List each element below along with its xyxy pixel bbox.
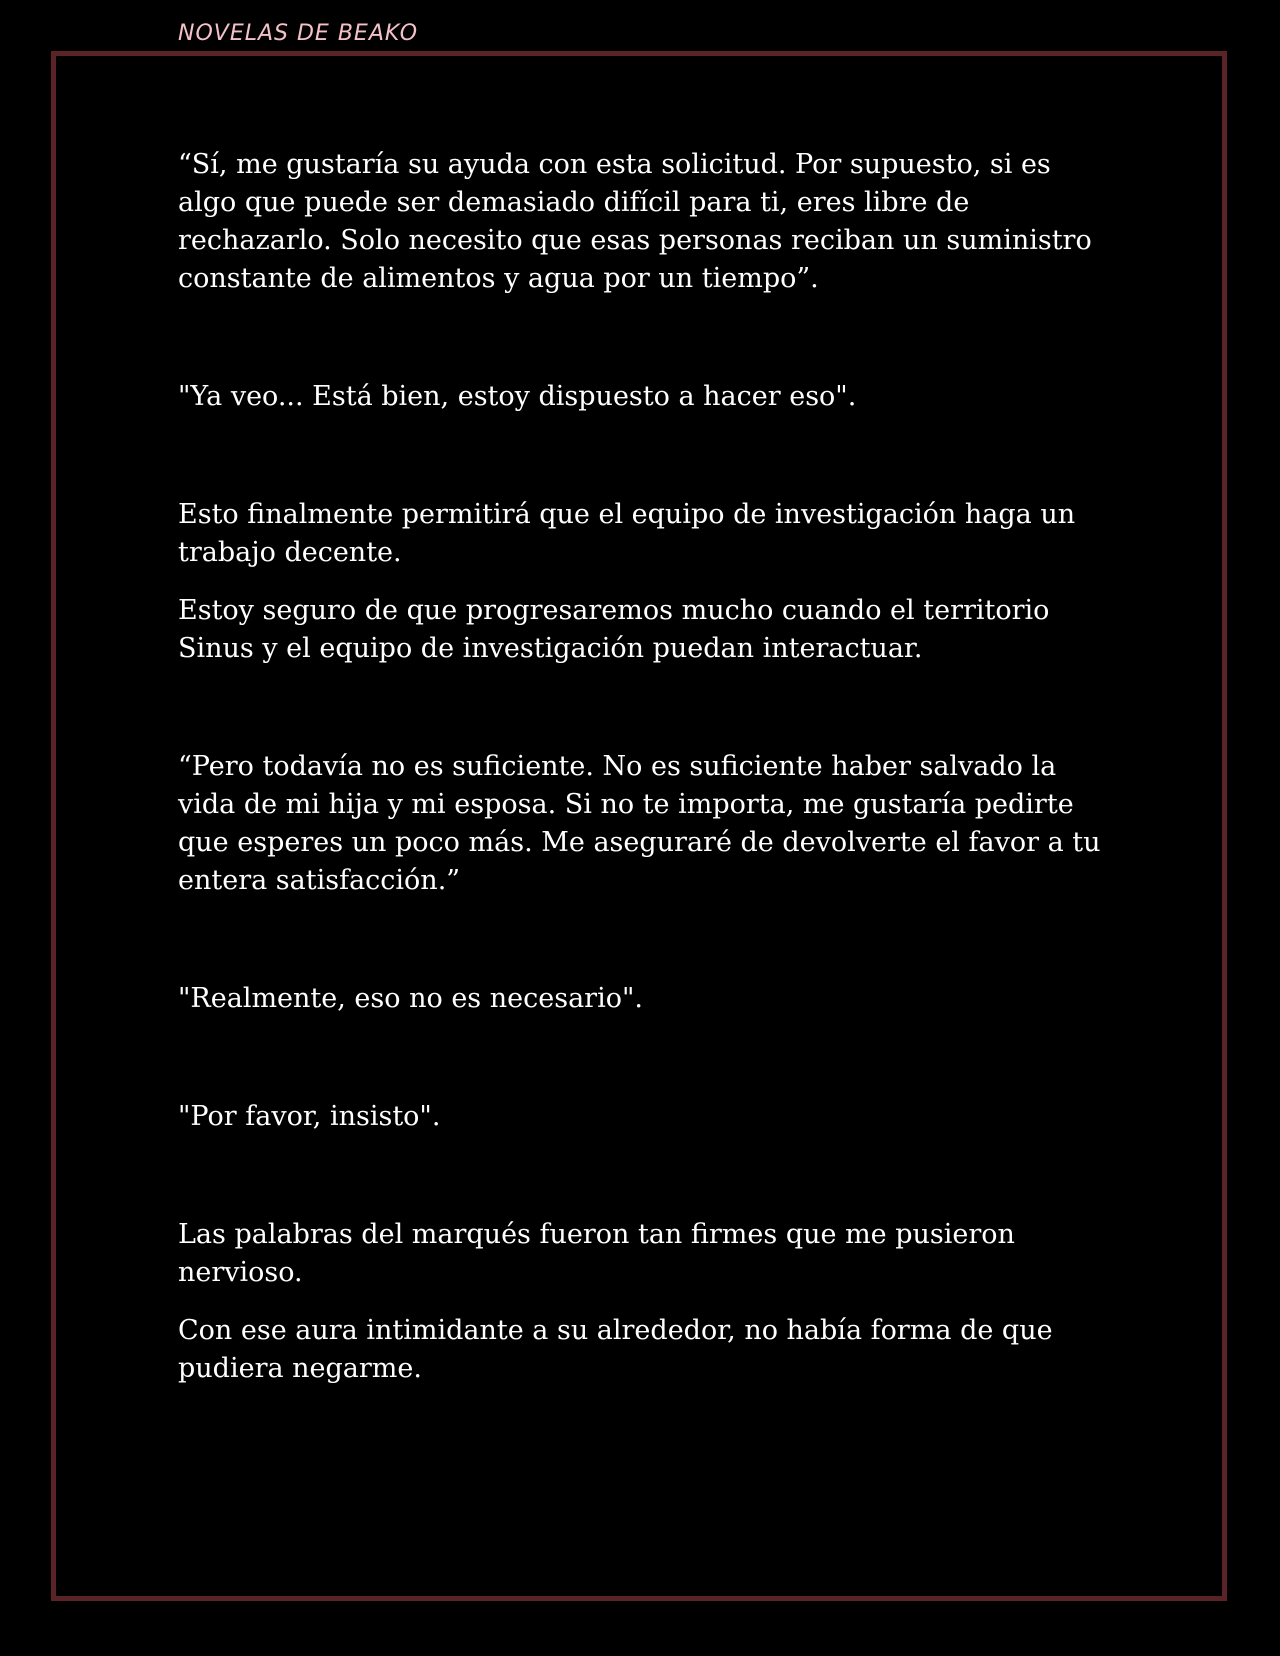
paragraph-9: Con ese aura intimidante a su alrededor, no había forma de que pudiera negarme. (178, 1315, 1053, 1384)
site-brand: NOVELAS DE BEAKO (178, 21, 419, 46)
paragraph-8: Las palabras del marqués fueron tan firmes que me pusieron nervioso. (178, 1219, 1015, 1288)
paragraph-2: "Ya veo... Está bien, estoy dispuesto a hacer eso". (178, 381, 857, 412)
paragraph-5: “Pero todavía no es suficiente. No es suficiente haber salvado la vida de mi hija y mi esposa. Si no te importa, me gustaría pedirte que esperes un poco más. Me aseguraré de devolverte el favor a tu entera satisfacción.” (178, 751, 1101, 896)
paragraph-1: “Sí, me gustaría su ayuda con esta solicitud. Por supuesto, si es algo que puede ser demasiado difícil para ti, eres libre de rechazarlo. Solo necesito que esas personas reciban un suministro constante de alimentos y agua por un tiempo”. (178, 149, 1092, 294)
paragraph-6: "Realmente, eso no es necesario". (178, 983, 643, 1014)
paragraph-4: Estoy seguro de que progresaremos mucho cuando el territorio Sinus y el equipo de investigación puedan interactuar. (178, 595, 1050, 664)
paragraph-3: Esto finalmente permitirá que el equipo de investigación haga un trabajo decente. (178, 499, 1076, 568)
paragraph-7: "Por favor, insisto". (178, 1101, 441, 1132)
chapter-text (178, 146, 1108, 1388)
